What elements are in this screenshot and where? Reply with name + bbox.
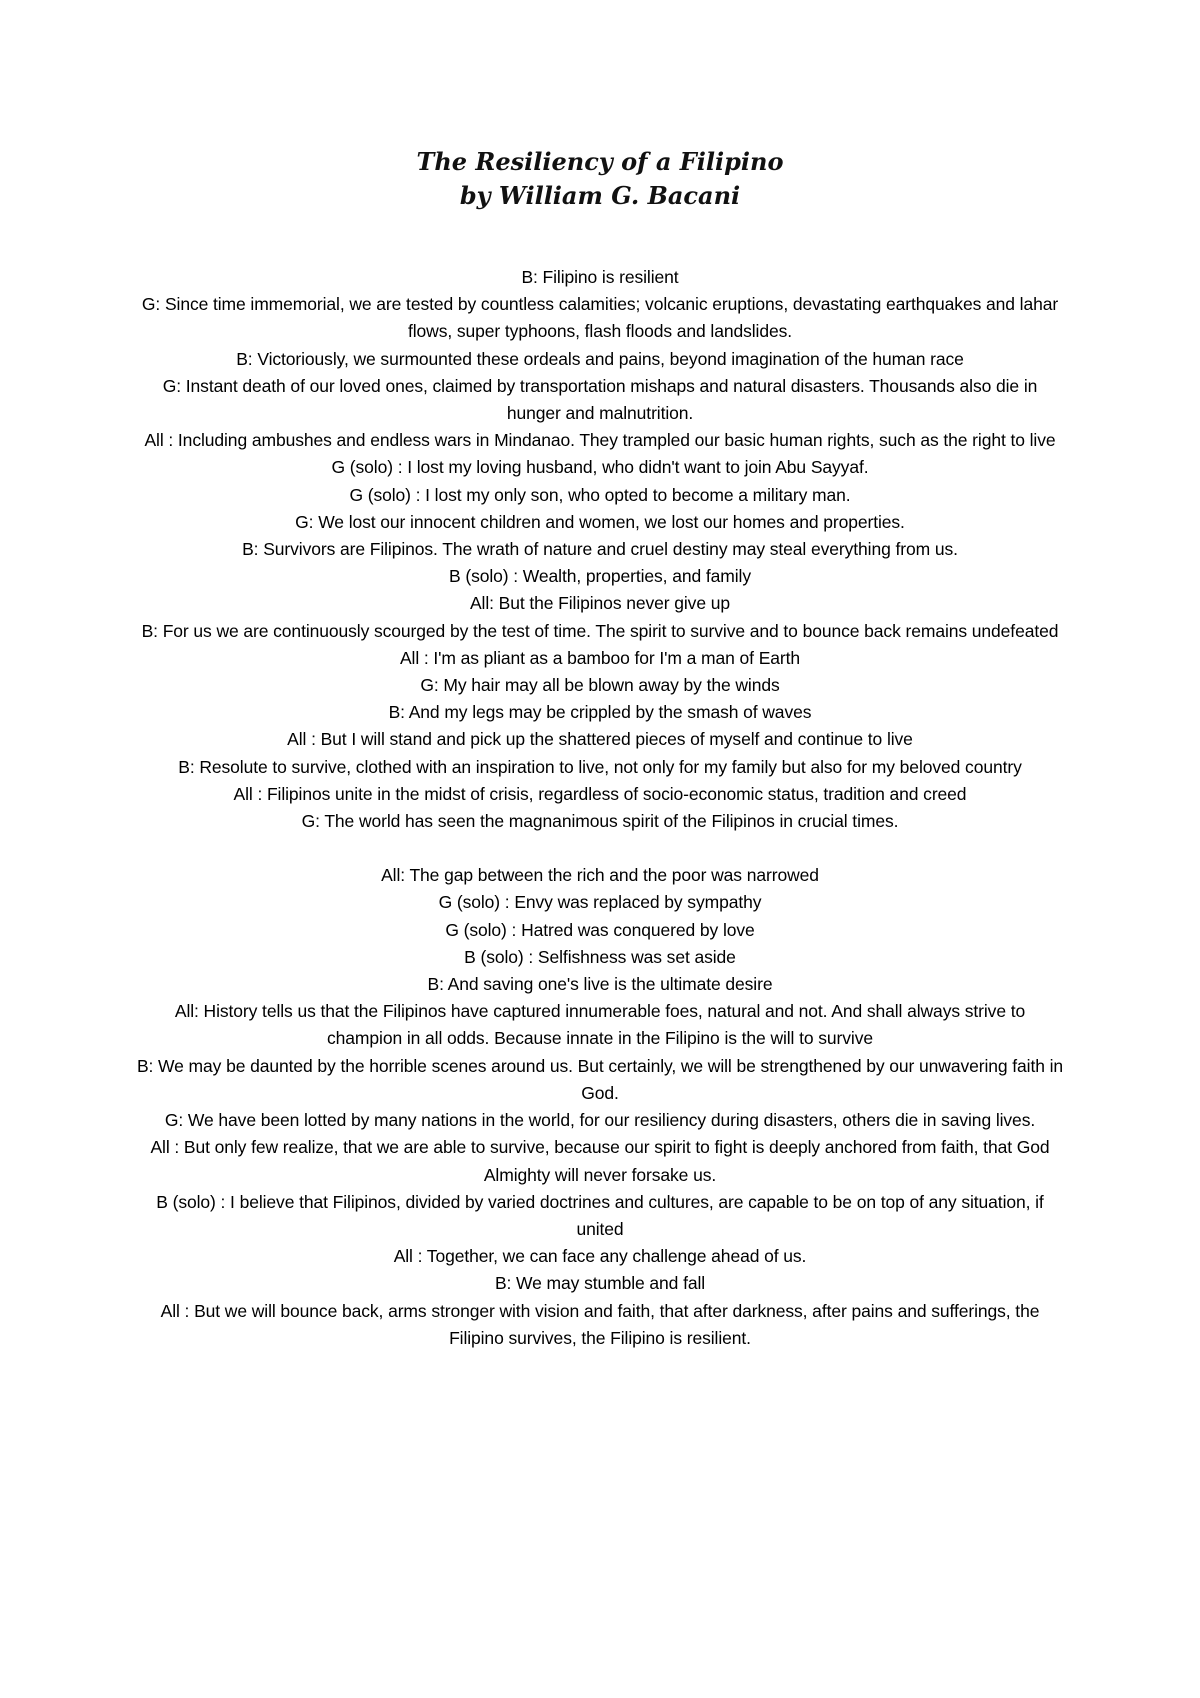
poem-line: B: Survivors are Filipinos. The wrath of nature and cruel destiny may steal everything from us. <box>242 539 958 560</box>
poem-line: G: The world has seen the magnanimous spirit of the Filipinos in crucial times. <box>301 811 899 832</box>
poem-line: G: Instant death of our loved ones, claimed by transportation mishaps and natural disasters. Thousands also die in hunger and malnutrition. <box>162 375 1038 424</box>
poem-line: G: We lost our innocent children and women, we lost our homes and properties. <box>295 511 905 532</box>
stanza-break <box>135 835 1065 862</box>
poem-line: G: My hair may all be blown away by the winds <box>420 675 780 696</box>
title-block <box>0 145 1200 213</box>
poem-line: G (solo) : Envy was replaced by sympathy <box>438 892 762 913</box>
poem-line: B: Victoriously, we surmounted these ordeals and pains, beyond imagination of the human race <box>236 348 964 369</box>
poem-line: G (solo) : I lost my loving husband, who didn't want to join Abu Sayyaf. <box>331 457 869 478</box>
poem-line: All: But the Filipinos never give up <box>469 593 730 614</box>
poem-line: All : But only few realize, that we are able to survive, because our spirit to fight is deeply anchored from faith, that God Almighty will never forsake us. <box>150 1137 1050 1185</box>
poem-line: All : Including ambushes and endless wars in Mindanao. They trampled our basic human rights, such as the right to live <box>144 430 1056 451</box>
poem-line: B (solo) : I believe that Filipinos, divided by varied doctrines and cultures, are capable to be on top of any situation, if united <box>156 1191 1044 1239</box>
poem-author: by William G. Bacani <box>459 181 741 210</box>
poem-line: All: History tells us that the Filipinos have captured innumerable foes, natural and not. And shall always strive to champion in all odds. Because innate in the Filipino is the will to survive <box>174 1001 1026 1049</box>
poem-line: B (solo) : Selfishness was set aside <box>464 946 736 967</box>
poem-line: G (solo) : I lost my only son, who opted to become a military man. <box>349 484 851 505</box>
poem-line: B: We may be daunted by the horrible scenes around us. But certainly, we will be strengthened by our unwavering faith in God. <box>136 1055 1064 1103</box>
poem-line: All : But we will bounce back, arms stronger with vision and faith, that after darkness, after pains and sufferings, the Filipino survives, the Filipino is resilient. <box>160 1300 1040 1348</box>
poem-line: B: Filipino is resilient <box>521 267 679 287</box>
poem-line: B (solo) : Wealth, properties, and family <box>449 566 751 587</box>
poem-line: All : I'm as pliant as a bamboo for I'm a man of Earth <box>399 647 801 668</box>
poem-line: G: We have been lotted by many nations in the world, for our resiliency during disasters, others die in saving lives. <box>164 1110 1036 1131</box>
poem-title: The Resiliency of a Filipino <box>416 147 784 176</box>
poem-line: B: For us we are continuously scourged by the test of time. The spirit to survive and to bounce back remains undefeated <box>141 620 1059 641</box>
poem-line: G: Since time immemorial, we are tested by countless calamities; volcanic eruptions, devastating earthquakes and lahar flows, super typhoons, flash floods and landslides. <box>141 294 1059 342</box>
poem-line: B: And my legs may be crippled by the smash of waves <box>388 702 812 723</box>
poem-line: All: The gap between the rich and the poor was narrowed <box>381 865 819 886</box>
poem-line: All : Together, we can face any challenge ahead of us. <box>393 1246 807 1267</box>
poem-body <box>135 264 1065 1352</box>
poem-line: B: And saving one's live is the ultimate desire <box>427 974 773 995</box>
poem-line: G (solo) : Hatred was conquered by love <box>445 919 755 940</box>
poem-line: All : Filipinos unite in the midst of crisis, regardless of socio-economic status, tradition and creed <box>233 783 967 804</box>
poem-line: B: We may stumble and fall <box>494 1273 706 1294</box>
poem-line: B: Resolute to survive, clothed with an inspiration to live, not only for my family but also for my beloved country <box>178 756 1022 777</box>
poem-line: All : But I will stand and pick up the shattered pieces of myself and continue to live <box>287 729 913 750</box>
